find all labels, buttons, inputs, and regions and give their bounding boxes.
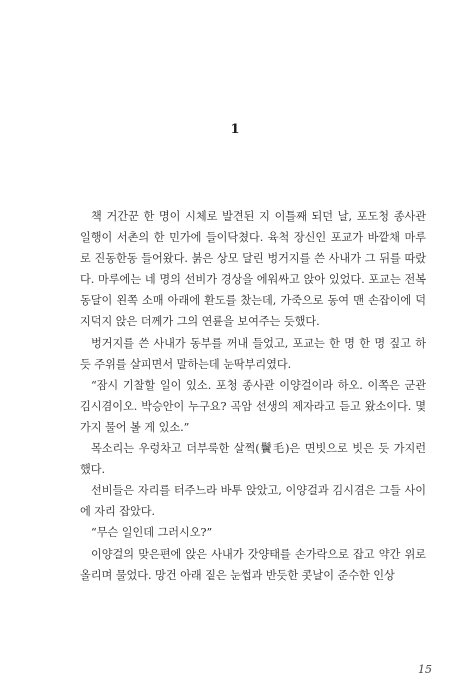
paragraph: 벙거지를 쓴 사내가 동부를 꺼내 들었고, 포교는 한 명 한 명 짚고 하듯 주위를 살피면서 말하는데 눈딱부리였다. — [80, 336, 426, 371]
paragraph: 책 거간꾼 한 명이 시체로 발견된 지 이틀째 되던 날, 포도청 종사관 일행이 서촌의 한 민가에 들이닥쳤다. 육척 장신인 포교가 바깥채 마루로 진동한동 들어왔다. 붉은 상모 달린 벙거지를 쓴 사내가 그 뒤를 따랐다. 마루에는 네 명의 선비가 경상을 에워싸고 앉아 있었다. 포교는 전복 동달이 왼쪽 소매 아래에 환도를 찼는데, 가죽으로 동여 맨 손잡이에 덕지덕지 앉은 더께가 그의 연륜을 보여주는 듯했다. — [80, 210, 426, 329]
paragraph: 목소리는 우렁차고 더부룩한 살쩍(鬢毛)은 면빗으로 빗은 듯 가지런했다. — [80, 442, 426, 477]
paragraph: “잠시 기찰할 일이 있소. 포청 종사관 이양걸이라 하오. 이쪽은 군관 김시겸이오. 박승안이 누구요? 곡암 선생의 제자라고 듣고 왔소이다. 몇 가지 물어 볼 게 있소.” — [80, 378, 426, 434]
paragraph: “무슨 일인데 그러시오?” — [91, 526, 213, 540]
body-text — [80, 206, 426, 586]
chapter-number: 1 — [230, 122, 240, 137]
paragraph: 이양걸의 맞은편에 앉은 사내가 갓양태를 손가락으로 잡고 약간 위로 올리며 물었다. 망건 아래 짙은 눈썹과 반듯한 콧날이 준수한 인상 — [80, 547, 426, 582]
page-number: 15 — [418, 663, 432, 676]
paragraph: 선비들은 자리를 터주느라 바투 앉았고, 이양걸과 김시겸은 그들 사이에 자리 잡았다. — [80, 484, 426, 519]
